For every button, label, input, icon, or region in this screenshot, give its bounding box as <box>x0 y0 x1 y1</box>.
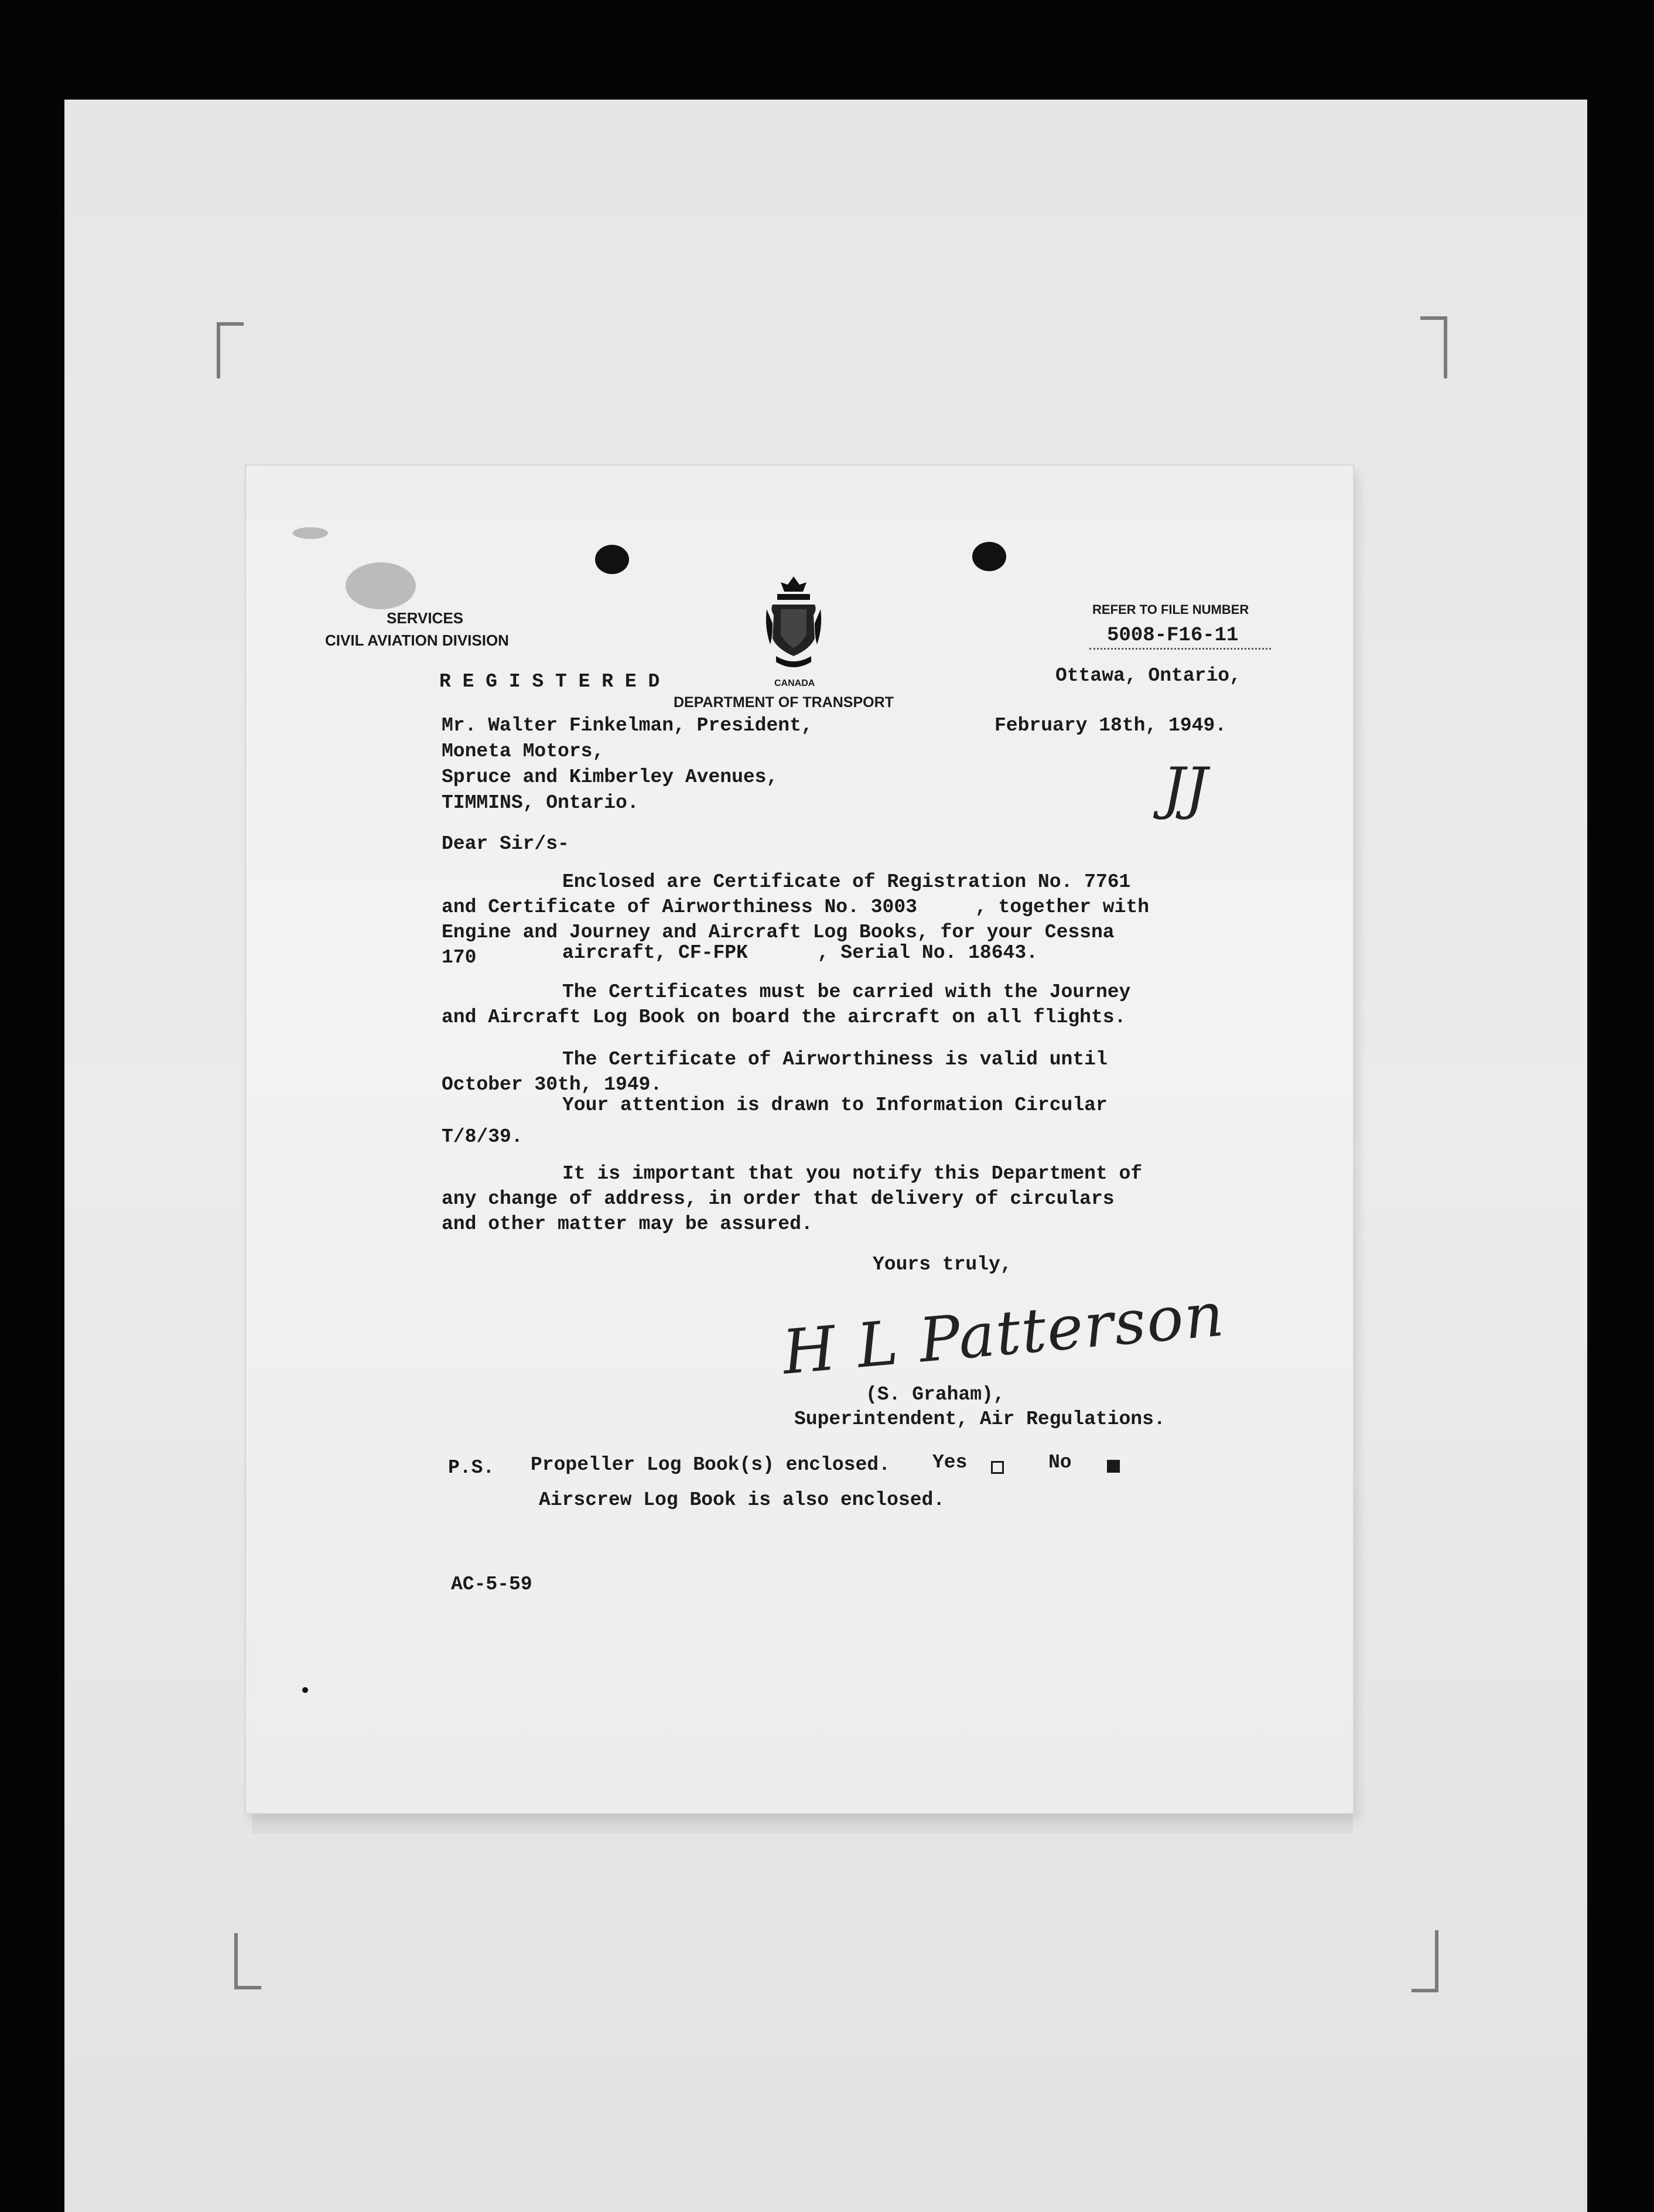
file-number: 5008-F16-11 <box>1107 624 1239 647</box>
paragraph-5-line-2: any change of address, in order that delivery of circulars <box>442 1188 1115 1210</box>
postscript-text: Propeller Log Book(s) enclosed. <box>531 1454 890 1476</box>
crop-mark-top-left <box>217 322 244 378</box>
department-name: DEPARTMENT OF TRANSPORT <box>674 694 894 711</box>
paragraph-1-line-1: Enclosed are Certificate of Registration No. 7761 <box>562 871 1131 893</box>
paper-stain <box>346 562 416 609</box>
postscript-no-label: No <box>1048 1452 1072 1473</box>
punch-hole-left <box>595 545 629 574</box>
letter-date: February 18th, 1949. <box>995 715 1227 736</box>
paragraph-3-line-2: October 30th, 1949. <box>442 1074 662 1095</box>
no-checkbox-checked <box>1107 1460 1120 1473</box>
paragraph-1-line-4a: 170 <box>442 947 477 968</box>
paragraph-1-line-3: Engine and Journey and Aircraft Log Books, for your Cessna <box>442 921 1115 943</box>
paragraph-2-line-2: and Aircraft Log Book on board the aircraft on all flights. <box>442 1006 1126 1028</box>
paper-stain <box>293 527 328 539</box>
letterhead-services: SERVICES <box>387 609 464 627</box>
paragraph-4-line-1: Your attention is drawn to Information Circular <box>562 1094 1108 1116</box>
address-line-4: TIMMINS, Ontario. <box>442 792 639 814</box>
paragraph-4-line-2: T/8/39. <box>442 1126 523 1148</box>
address-line-3: Spruce and Kimberley Avenues, <box>442 766 778 788</box>
crest-caption: CANADA <box>774 678 815 688</box>
file-number-underline <box>1089 648 1271 650</box>
paragraph-1-line-2: and Certificate of Airworthiness No. 3003 , together with <box>442 896 1149 918</box>
form-code: AC-5-59 <box>451 1573 532 1595</box>
letterhead-division: CIVIL AVIATION DIVISION <box>325 631 509 649</box>
registered-stamp: R E G I S T E R E D <box>439 671 660 692</box>
postscript-yes-label: Yes <box>932 1452 968 1473</box>
postscript-label: P.S. <box>448 1457 495 1479</box>
paper-dot <box>302 1687 308 1693</box>
letter-place: Ottawa, Ontario, <box>1055 665 1241 687</box>
signatory-title: Superintendent, Air Regulations. <box>794 1408 1166 1430</box>
coat-of-arms-icon <box>764 574 823 674</box>
handwritten-initials: JJ <box>1163 756 1208 821</box>
crop-mark-bottom-left <box>234 1933 261 1989</box>
paragraph-2-line-1: The Certificates must be carried with the Journey <box>562 981 1131 1003</box>
punch-hole-right <box>972 542 1006 571</box>
address-line-2: Moneta Motors, <box>442 740 604 762</box>
yes-checkbox <box>991 1461 1004 1474</box>
address-line-1: Mr. Walter Finkelman, President, <box>442 715 813 736</box>
paragraph-5-line-3: and other matter may be assured. <box>442 1213 813 1235</box>
refer-to-file-label: REFER TO FILE NUMBER <box>1092 602 1249 617</box>
paragraph-3-line-1: The Certificate of Airworthiness is valid until <box>562 1049 1108 1070</box>
signatory-name: (S. Graham), <box>866 1384 1005 1405</box>
signature: H L Patterson <box>780 1278 1228 1388</box>
paragraph-5-line-1: It is important that you notify this Department of <box>562 1163 1143 1184</box>
page-stack-edge <box>252 1810 1353 1834</box>
closing-yours-truly: Yours truly, <box>873 1254 1012 1275</box>
crop-mark-bottom-right <box>1412 1930 1438 1992</box>
salutation: Dear Sir/s- <box>442 833 569 855</box>
postscript-line-2: Airscrew Log Book is also enclosed. <box>539 1489 945 1511</box>
paragraph-1-line-4b: aircraft, CF-FPK , Serial No. 18643. <box>562 942 1038 964</box>
crop-mark-top-right <box>1420 316 1447 378</box>
